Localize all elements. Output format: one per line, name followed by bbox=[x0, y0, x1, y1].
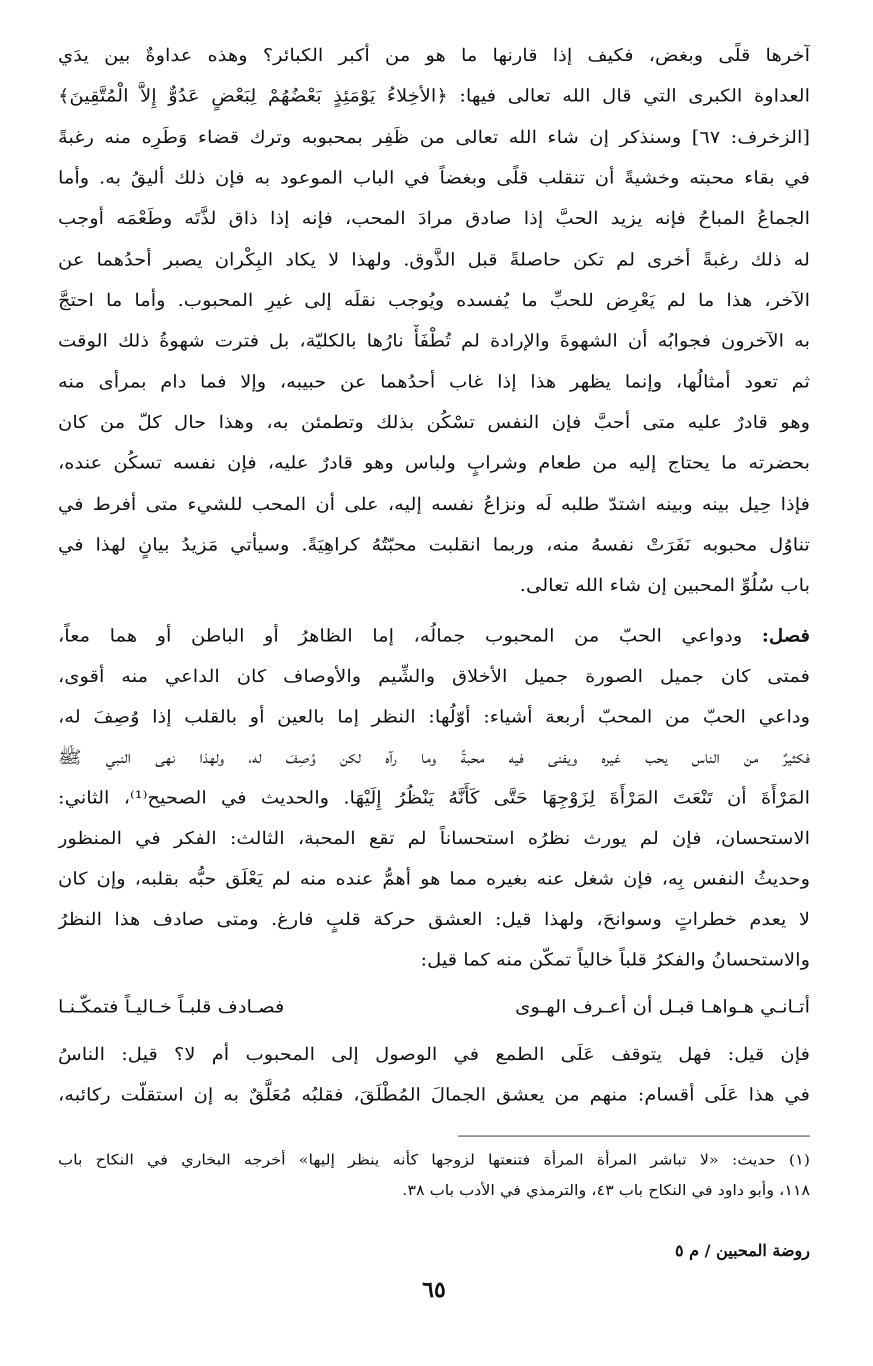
body-line-2: العداوة الكبرى التي قال الله تعالى فيها: ﴿الأخِلاءُ يَوْمَئِذٍ بَعْضُهُمْ لِبَعْضٍ عَدُوٌّ إِلاَّ الْمُتَّقِينَ﴾ bbox=[58, 85, 810, 106]
book-signature-footer: روضة المحبين / م ٥ bbox=[675, 1241, 810, 1260]
body-line-10: وهو قادرٌ عليه متى أحبَّ فإن النفس تسْكُن بذلك وتطمئن به، وهذا حال كلّ من كان bbox=[58, 412, 810, 433]
body-line-8: به الآخرون فجوابُه أن الشهوةَ والإرادة لم تُطْفَأْ نارُها بالكليّة، بل فترت شهوةُ ذلك الوقت bbox=[58, 330, 810, 351]
body-line-4: في بقاء محبته وخشيةً أن تنقلب قلًى وبغضاً في الباب الموعود به فإن ذلك أليقُ به. وأما bbox=[58, 167, 810, 188]
body-line-7: الآخر، هذا ما لم يَعْرِض للحبِّ ما يُفسده ويُوجب نقلَه إلى غيرِ المحبوب. وأما ما احتجَّ bbox=[58, 289, 810, 311]
section-first-line-text: ودواعي الحبّ من المحبوب جمالُه، إما الظاهرُ أو الباطن أو هما معاً، bbox=[58, 625, 762, 646]
footnote-separator bbox=[458, 1136, 810, 1137]
body-line-6: له ذلك رغبةً أخرى لم تكن حاصلةً قبل الذَّوق. ولهذا لا يكاد البِكْران يصبر أحدُهما عن bbox=[58, 249, 810, 270]
closing-line-1: فإن قيل: فهل يتوقف عَلَى الطمع في الوصول إلى المحبوب أم لا؟ قيل: الناسُ bbox=[58, 1043, 810, 1065]
section-line-2: فمتى كان جميل الصورة جميل الأخلاق والشِّيم والأوصاف كان الداعي منه أقوى، bbox=[58, 665, 810, 687]
section-line-1 bbox=[58, 620, 810, 652]
section-line-6: الاستحسان، فإن لم يورث نظرُه استحساناً لم تقع المحبة، الثالث: الفكر في المنظور bbox=[58, 827, 810, 849]
body-line-13: تناوُل محبوبه نَفَرَتْ نفسهُ منه، وربما انقلبت محبّتُهُ كراهِيَةً. وسيأتي مَزيدُ بيانٍ لهذا في bbox=[58, 534, 810, 556]
body-line-5: الجماعُ المباحُ فإنه يزيد الحبَّ إذا صادق مرادَ المحب، فإنه إذا ذاق لذَّتَه وطَعْمَه أوجب bbox=[58, 207, 810, 229]
body-line-11: بحضرته ما يحتاج إليه من طعام وشرابٍ ولباس وهو قادرٌ عليه، فإن نفسه تسكُن عنده، bbox=[58, 452, 810, 474]
closing-line-2: في هذا عَلَى أقسام: منهم من يعشق الجمالَ المُطْلَقَ، فقلبُه مُعَلَّقٌ به إن استقلّت ركائبه، bbox=[58, 1084, 810, 1105]
footnote-line-2: ١١٨، وأبو داود في النكاح باب ٤٣، والترمذي في الأدب باب ٣٨. bbox=[402, 1181, 810, 1199]
body-line-9: ثم تعود أمثالُها، وإنما يظهر هذا إذا غاب أحدُهما عن حبيبه، وإلا فما دام بمرأى منه bbox=[58, 371, 810, 393]
section-keyword: فصل: bbox=[761, 625, 810, 646]
section-line-3: وداعي الحبّ من المحبّ أربعة أشياء: أوّلُها: النظر إما بالعين أو بالقلب إذا وُصِفَ له، bbox=[58, 706, 810, 727]
body-line-3: [الزخرف: ٦٧] وسنذكر إن شاء الله تعالى من ظَفِر بمحبوبه وترك قضاء وَطَرِه منه رغبةً bbox=[58, 126, 810, 148]
section-line-8: لا يعدم خطراتٍ وسوانحَ، ولهذا قيل: العشق حركة قلبٍ فارغ. ومتى صادف هذا النظرُ bbox=[58, 908, 810, 930]
footnote-line-1: (١) حديث: «لا تباشر المرأة المرأة فتنعتها لزوجها كأنه ينظر إليها» أخرجه البخاري في النكاح باب bbox=[58, 1150, 810, 1168]
verse-first-hemistich: أتـانـي هـواهـا قبـل أن أعـرف الهـوى bbox=[515, 996, 810, 1017]
section-line-5: المَرْأَةَ أن تَنْعَتَ المَرْأَةَ لِزَوْجِهَا حَتَّى كَأَنَّهُ يَنْظُرُ إِلَيْهَا. والحديث في الصحيح⁽¹⁾، الثاني: bbox=[58, 787, 810, 808]
section-line-7: وحديثُ النفس بِه، فإن شغل عنه بغيره مما هو أهمُّ عنده منه لم يَعْلَق حبُّه بقلبه، وإن كان bbox=[58, 868, 810, 889]
page-number: ٦٥ bbox=[422, 1277, 446, 1303]
section-line-4: فكثيرٌ من الناس يحب غيره ويفنى فيه محبةً وما رآه لكن وُصِفَ له، ولهذا نهى النبي ﷺ bbox=[58, 746, 810, 768]
verse-second-hemistich: فصـادف قلبـاً خـاليـاً فتمكّـنـا bbox=[58, 996, 285, 1017]
body-line-12: فإذا حِيل بينه وبينه اشتدّ طلبه لَه ونزاعُ نفسه إليه، على أن المحب للشيء متى أفرط في bbox=[58, 493, 810, 515]
body-line-14: باب سُلُوِّ المحبين إن شاء الله تعالى. bbox=[519, 574, 810, 596]
section-line-9: والاستحسانُ والفكرُ قلباً خالياً تمكّن منه كما قيل: bbox=[420, 949, 810, 970]
book-page bbox=[58, 34, 810, 1204]
body-line-1: آخرها قلًى وبغض، فكيف إذا قارنها ما هو من أكبر الكبائر؟ وهذه عداوةٌ بين يدَي bbox=[58, 44, 810, 66]
poetry-verse bbox=[58, 991, 810, 1023]
